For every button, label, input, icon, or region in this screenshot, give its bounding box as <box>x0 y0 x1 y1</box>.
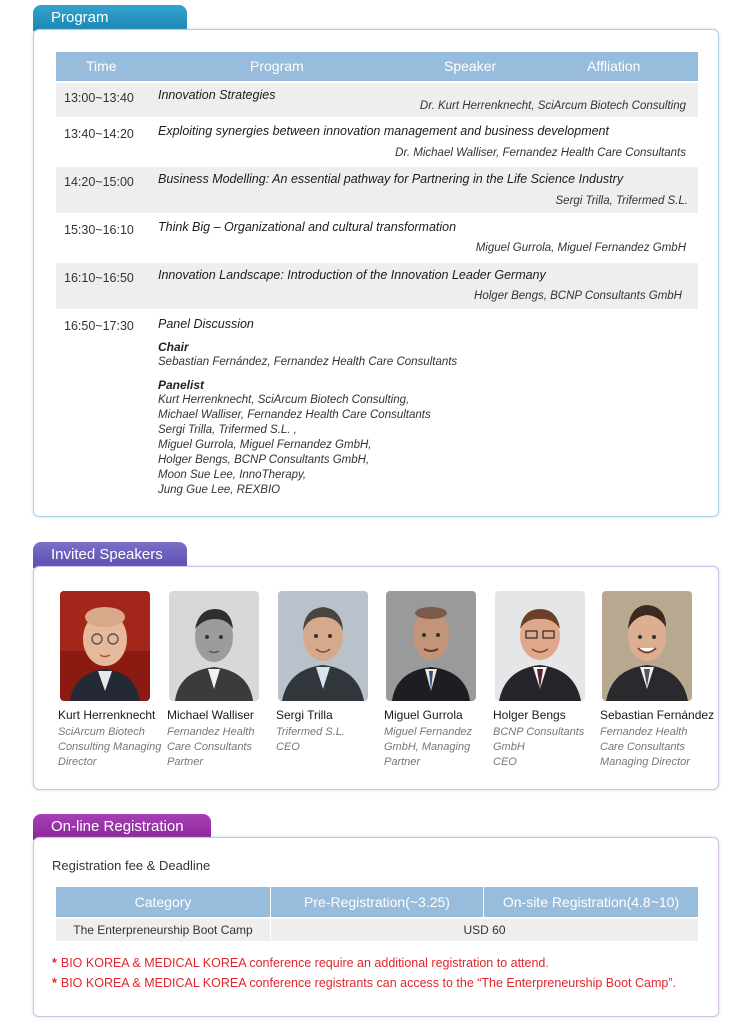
header-speaker: Speaker <box>444 58 497 74</box>
header-onsite-registration: On-site Registration(4.8~10) <box>502 894 680 910</box>
speaker-info-line: Care Consultants <box>167 741 252 753</box>
speaker-info-line: BCNP Consultants <box>493 726 585 738</box>
panelist-label: Panelist <box>158 378 205 392</box>
registration-panel <box>33 837 719 1017</box>
panel-title: Panel Discussion <box>158 317 254 331</box>
panelist-item: Moon Sue Lee, InnoTherapy, <box>158 469 307 481</box>
speaker-info <box>58 725 170 770</box>
panelist-item: Michael Walliser, Fernandez Health Care Consultants <box>158 409 431 421</box>
speaker-info-line: GmbH, Managing <box>384 741 471 753</box>
row-speaker: Sergi Trilla, Trifermed S.L. <box>555 195 688 207</box>
panelist-item: Jung Gue Lee, REXBIO <box>158 484 281 496</box>
speaker-info-line: Care Consultants <box>600 741 685 753</box>
program-table <box>56 52 698 503</box>
row-category: The Enterpreneurship Boot Camp <box>56 919 271 941</box>
speaker-card <box>384 591 496 768</box>
table-row <box>56 165 698 213</box>
speaker-info-line: Consulting Managing <box>58 741 162 753</box>
speaker-info-line: Partner <box>167 756 204 768</box>
speaker-name: Sergi Trilla <box>276 708 333 722</box>
table-row <box>56 917 698 941</box>
panelist-item: Sergi Trilla, Trifermed S.L. , <box>158 424 297 436</box>
table-row <box>56 117 698 165</box>
panelist-item: Kurt Herrenknecht, SciArcum Biotech Consulting, <box>158 394 410 406</box>
note-text: BIO KOREA & MEDICAL KOREA conference registrants can access to the “The Enterpreneurship Boot Camp”. <box>60 976 676 990</box>
row-title: Business Modelling: An essential pathway for Partnering in the Life Science Industry <box>158 172 624 186</box>
header-pre-registration: Pre-Registration(~3.25) <box>271 887 484 917</box>
speaker-info <box>600 725 712 770</box>
row-time: 13:40~14:20 <box>64 127 134 141</box>
speaker-info-line: CEO <box>493 756 517 768</box>
row-title: Exploiting synergies between innovation management and business development <box>158 124 609 138</box>
row-title: Innovation Strategies <box>158 88 276 102</box>
panel-discussion-row <box>56 309 698 503</box>
table-row <box>56 213 698 261</box>
speaker-info-line: Miguel Fernandez <box>384 726 473 738</box>
speaker-info-line: CEO <box>276 741 300 753</box>
table-row <box>56 261 698 309</box>
row-title: Think Big – Organizational and cultural transformation <box>158 220 457 234</box>
speaker-info-line: Fernandez Health <box>600 726 688 738</box>
row-time: 15:30~16:10 <box>64 223 134 237</box>
program-panel <box>33 29 719 517</box>
panelist-item: Holger Bengs, BCNP Consultants GmbH, <box>158 454 370 466</box>
registration-section <box>33 814 719 1017</box>
speaker-info <box>276 725 388 755</box>
registration-table <box>56 887 698 941</box>
program-section <box>33 5 719 517</box>
speaker-info-line: Fernandez Health <box>167 726 255 738</box>
panelist-item: Miguel Gurrola, Miguel Fernandez GmbH, <box>158 439 372 451</box>
speakers-section <box>33 542 719 790</box>
speaker-photo <box>386 591 476 701</box>
table-row <box>56 81 698 117</box>
header-program: Program <box>250 58 304 74</box>
header-affiliation: Affliation <box>587 58 641 74</box>
speaker-info-line: Managing Director <box>600 756 690 768</box>
row-time: 16:50~17:30 <box>64 319 134 333</box>
speaker-info <box>167 725 279 770</box>
speakers-panel <box>33 566 719 790</box>
speaker-info-line: Director <box>58 756 97 768</box>
speaker-info-line: GmbH <box>493 741 525 753</box>
speaker-card <box>493 591 605 768</box>
header-category: Category <box>56 887 271 917</box>
row-speaker: Dr. Kurt Herrenknecht, SciArcum Biotech Consulting <box>419 100 686 112</box>
speaker-info <box>493 725 605 770</box>
speaker-photo <box>60 591 150 701</box>
speakers-tab[interactable]: Invited Speakers <box>33 542 187 568</box>
speaker-photo <box>169 591 259 701</box>
row-time: 14:20~15:00 <box>64 175 134 189</box>
speaker-name: Holger Bengs <box>493 708 566 722</box>
row-fee: USD 60 <box>463 923 506 937</box>
row-speaker: Holger Bengs, BCNP Consultants GmbH <box>474 290 682 302</box>
row-speaker: Miguel Gurrola, Miguel Fernandez GmbH <box>475 242 686 254</box>
registration-table-header <box>56 887 698 917</box>
speaker-name: Sebastian Fernández <box>600 708 715 722</box>
registration-note <box>52 956 549 970</box>
speaker-name: Miguel Gurrola <box>384 708 463 722</box>
registration-note <box>52 976 676 990</box>
speaker-photo <box>602 591 692 701</box>
speaker-photo <box>495 591 585 701</box>
chair-name: Sebastian Fernández, Fernandez Health Care Consultants <box>158 356 458 368</box>
note-text: BIO KOREA & MEDICAL KOREA conference require an additional registration to attend. <box>60 956 549 970</box>
registration-tab[interactable]: On-line Registration <box>33 814 211 840</box>
speaker-photo <box>278 591 368 701</box>
program-tab[interactable]: Program <box>33 5 187 31</box>
row-time: 16:10~16:50 <box>64 271 134 285</box>
chair-label: Chair <box>158 340 189 354</box>
header-time: Time <box>86 58 117 74</box>
speaker-name: Michael Walliser <box>167 708 254 722</box>
speaker-card <box>167 591 279 768</box>
speaker-card <box>600 591 715 768</box>
registration-heading: Registration fee & Deadline <box>52 858 211 873</box>
speaker-info <box>384 725 496 770</box>
row-time: 13:00~13:40 <box>64 91 134 105</box>
note-marker: * <box>52 976 57 990</box>
program-table-header <box>56 52 698 81</box>
row-title: Innovation Landscape: Introduction of the Innovation Leader Germany <box>158 268 546 282</box>
speaker-name: Kurt Herrenknecht <box>58 708 156 722</box>
speaker-info-line: Trifermed S.L. <box>276 726 345 738</box>
note-marker: * <box>52 956 57 970</box>
speaker-info-line: Partner <box>384 756 421 768</box>
speaker-info-line: SciArcum Biotech <box>58 726 145 738</box>
speaker-card <box>276 591 388 753</box>
speaker-card <box>58 591 170 768</box>
row-speaker: Dr. Michael Walliser, Fernandez Health Care Consultants <box>395 147 686 159</box>
